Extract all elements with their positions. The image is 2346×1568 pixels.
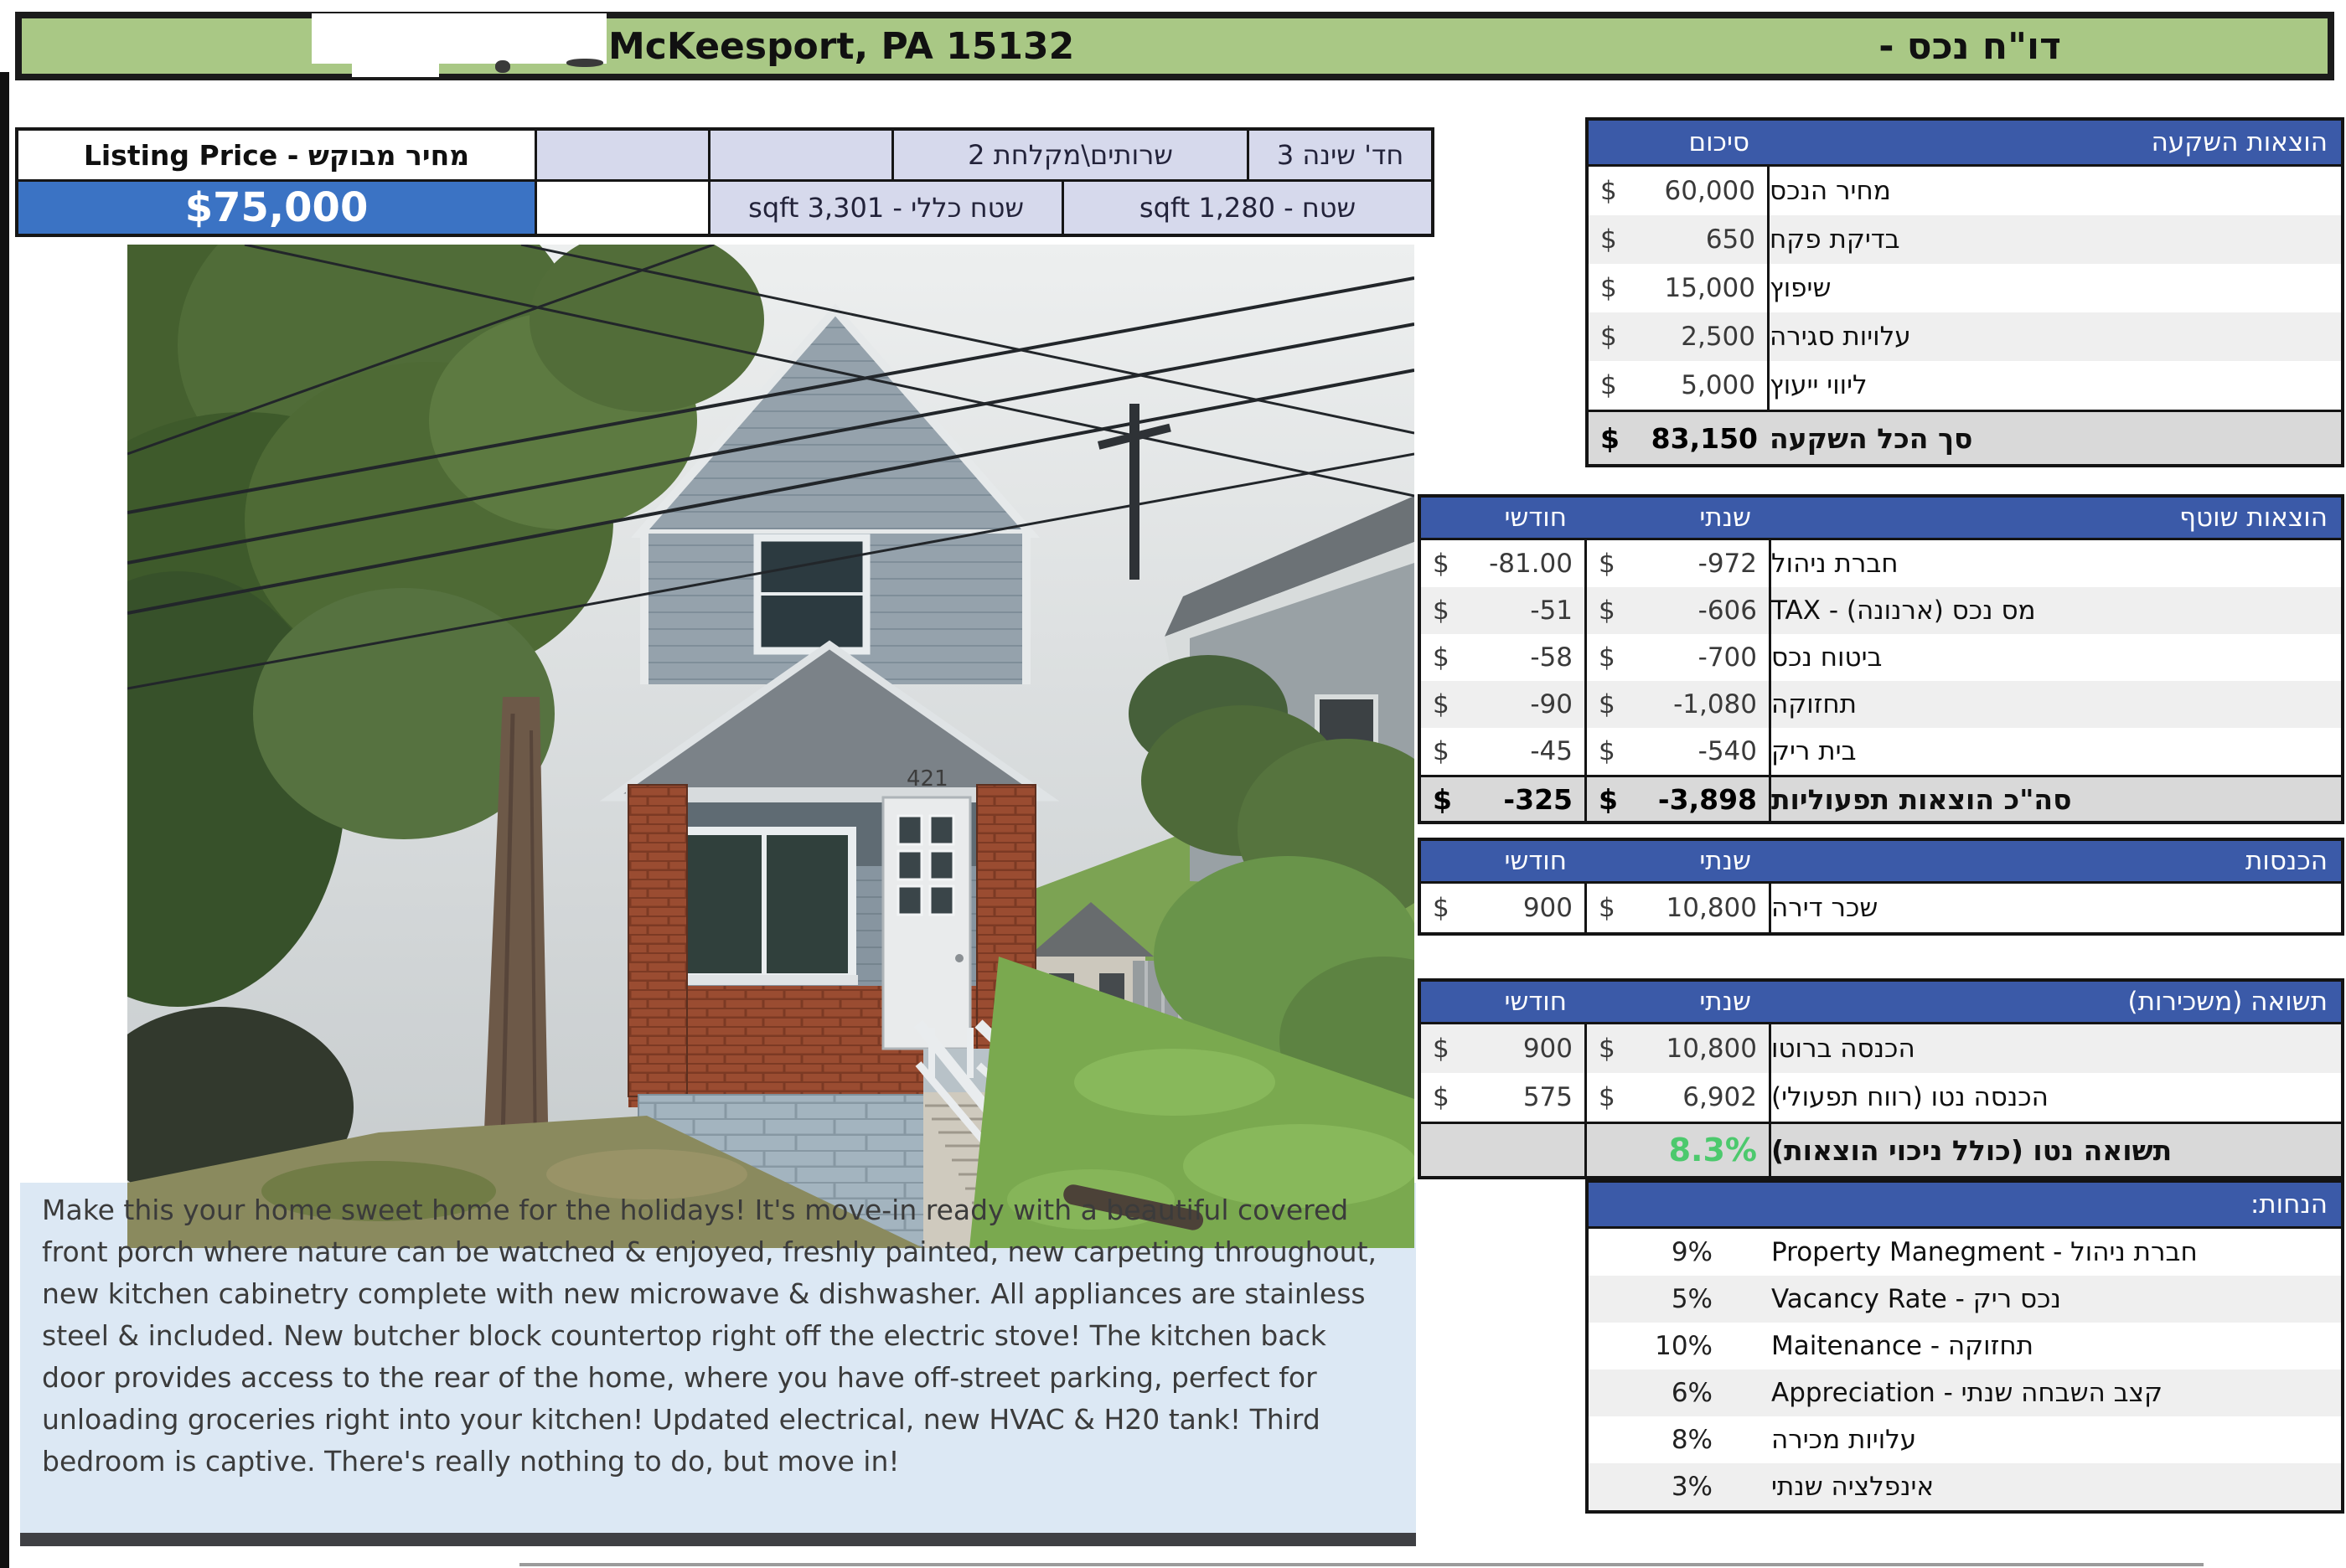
- table-header: [1589, 121, 2341, 167]
- row-label: אינפלציה שנתי: [1771, 1472, 1935, 1502]
- redaction-box: [312, 13, 607, 64]
- currency-symbol: $: [1433, 893, 1449, 923]
- empty-cell: [537, 182, 711, 234]
- monthly-column-header: חודשי: [1504, 846, 1567, 876]
- assumptions-table: [1585, 1179, 2344, 1514]
- row-label: שיפוץ: [1770, 273, 1832, 303]
- table-row: [1421, 1073, 2341, 1122]
- total-value: -3,898: [1657, 782, 1757, 816]
- table-title: הוצאות שוטף: [2179, 503, 2328, 533]
- cell-value: -972: [1697, 549, 1757, 579]
- monthly-column-header: חודשי: [1504, 987, 1567, 1017]
- total-area-cell: שטח כללי - sqft 3,301: [711, 182, 1064, 234]
- page-bottom-rule: [519, 1563, 2204, 1566]
- bedrooms-cell: חד' שינה 3: [1249, 131, 1431, 179]
- table-row: [1421, 728, 2341, 775]
- row-label: הכנסה ברוטו: [1771, 1034, 1915, 1064]
- bathrooms-cell: שרותים\מקלחת 2: [894, 131, 1249, 179]
- cell-value: 650: [1705, 224, 1755, 255]
- row-label: תחזוקה: [1771, 689, 1858, 720]
- currency-symbol: $: [1433, 549, 1449, 579]
- total-label: תשואה נטו (כולל ניכוי הוצאות): [1771, 1133, 2173, 1167]
- table-row: [1421, 884, 2341, 932]
- currency-symbol: $: [1600, 421, 1620, 455]
- property-photo: [127, 245, 1414, 1248]
- row-label: הכנסה נטו (רווח תפעולי): [1771, 1082, 2049, 1112]
- table-row: [1589, 312, 2341, 361]
- empty-cell: [537, 131, 711, 179]
- table-row: [1589, 215, 2341, 264]
- income-table: [1418, 838, 2344, 936]
- row-label: עלויות מכירה: [1771, 1425, 1917, 1455]
- currency-symbol: $: [1599, 1082, 1615, 1112]
- cell-value: 10,800: [1666, 1034, 1757, 1064]
- table-row: [1589, 361, 2341, 410]
- cell-value: -81.00: [1489, 549, 1573, 579]
- assumption-value: 10%: [1655, 1331, 1713, 1361]
- table-header: [1421, 841, 2341, 884]
- total-label: סה"כ הוצאות תפעוליות: [1771, 782, 2072, 816]
- currency-symbol: $: [1599, 782, 1618, 816]
- report-title: דו"ח נכס -: [1878, 24, 2061, 68]
- table-title: תשואה (משכירות): [2127, 987, 2328, 1017]
- table-row: [18, 182, 1431, 234]
- row-label: עלויות סגירה: [1770, 322, 1911, 352]
- rental-yield-table: [1418, 978, 2344, 1179]
- assumption-value: 8%: [1671, 1425, 1713, 1455]
- currency-symbol: $: [1599, 893, 1615, 923]
- table-row: [1589, 1276, 2341, 1323]
- table-total-row: [1589, 410, 2341, 464]
- currency-symbol: $: [1599, 736, 1615, 766]
- cell-value: -45: [1530, 736, 1573, 766]
- currency-symbol: $: [1433, 596, 1449, 626]
- row-label: נכס ריק - Vacancy Rate: [1771, 1284, 2061, 1314]
- table-title: הכנסות: [2245, 846, 2328, 876]
- net-yield-value: 8.3%: [1668, 1132, 1757, 1168]
- currency-symbol: $: [1599, 689, 1615, 720]
- currency-symbol: $: [1599, 1034, 1615, 1064]
- table-row: [1589, 1229, 2341, 1276]
- listing-price-value: $75,000: [18, 182, 537, 234]
- table-total-row: [1421, 1122, 2341, 1176]
- table-row: [1589, 1463, 2341, 1510]
- cell-value: 6,902: [1682, 1082, 1757, 1112]
- currency-symbol: $: [1433, 1034, 1449, 1064]
- cell-value: 60,000: [1664, 176, 1755, 206]
- total-value: -325: [1503, 782, 1573, 816]
- row-label: בית ריק: [1771, 736, 1857, 766]
- table-title: הנחות:: [2250, 1189, 2328, 1220]
- table-total-row: [1421, 775, 2341, 821]
- redacted-text-remnant: [566, 59, 603, 67]
- listing-summary-table: [15, 127, 1434, 237]
- total-label: סך הכל השקעה: [1770, 421, 1973, 455]
- cell-value: -58: [1530, 642, 1573, 673]
- table-title: הוצאות השקעה: [2151, 127, 2328, 157]
- empty-cell: [1421, 1124, 1587, 1176]
- row-label: ביטוח נכס: [1771, 642, 1883, 673]
- cell-value: -606: [1697, 596, 1757, 626]
- currency-symbol: $: [1600, 322, 1617, 352]
- currency-symbol: $: [1599, 549, 1615, 579]
- assumption-value: 9%: [1671, 1237, 1713, 1267]
- table-header: [1421, 498, 2341, 540]
- cell-value: 575: [1522, 1082, 1573, 1112]
- living-area-cell: שטח - sqft 1,280: [1064, 182, 1431, 234]
- assumption-value: 3%: [1671, 1472, 1713, 1502]
- yearly-column-header: שנתי: [1699, 846, 1751, 876]
- table-row: [1421, 634, 2341, 681]
- monthly-column-header: חודשי: [1504, 503, 1567, 533]
- currency-symbol: $: [1433, 736, 1449, 766]
- row-label: בדיקת פקח: [1770, 224, 1900, 255]
- table-header: [1589, 1183, 2341, 1229]
- summary-column-header: סיכום: [1688, 127, 1749, 157]
- table-header: [1421, 982, 2341, 1024]
- currency-symbol: $: [1600, 370, 1617, 400]
- currency-symbol: $: [1433, 1082, 1449, 1112]
- redacted-text-remnant: [495, 60, 510, 73]
- currency-symbol: $: [1600, 176, 1617, 206]
- svg-text:421: 421: [907, 766, 948, 792]
- house-photo-illustration: [127, 245, 1414, 1248]
- table-row: [1421, 681, 2341, 728]
- currency-symbol: $: [1600, 273, 1617, 303]
- row-label: ליווי ייעוץ: [1770, 370, 1868, 400]
- cell-value: -90: [1530, 689, 1573, 720]
- assumption-value: 6%: [1671, 1378, 1713, 1408]
- row-label: חברת ניהול - Property Manegment: [1771, 1237, 2198, 1267]
- cell-value: 900: [1522, 1034, 1573, 1064]
- cell-value: 5,000: [1681, 370, 1755, 400]
- property-address: McKeesport, PA 15132: [608, 24, 1075, 68]
- cell-value: -1,080: [1673, 689, 1757, 720]
- cell-value: 15,000: [1664, 273, 1755, 303]
- currency-symbol: $: [1600, 224, 1617, 255]
- cell-value: 900: [1522, 893, 1573, 923]
- cell-value: -700: [1697, 642, 1757, 673]
- cell-value: 2,500: [1681, 322, 1755, 352]
- listing-price-label: מחיר מבוקש - Listing Price: [18, 131, 537, 179]
- table-row: [1421, 540, 2341, 587]
- empty-cell: [711, 131, 894, 179]
- currency-symbol: $: [1599, 642, 1615, 673]
- table-row: [1589, 264, 2341, 312]
- table-row: [1589, 167, 2341, 215]
- cell-value: -540: [1697, 736, 1757, 766]
- investment-expenses-table: [1585, 117, 2344, 467]
- table-row: [18, 131, 1431, 182]
- ongoing-expenses-table: [1418, 494, 2344, 824]
- cell-value: -51: [1530, 596, 1573, 626]
- listing-description: Make this your home sweet home for the holidays! It's move-in ready with a beautiful covered front porch where nature can be watched & enjoyed, freshly painted, new carpeting throughout, new kitchen cabinetry complete with new microwave & dishwasher. All appliances are stainless steel & included. New butcher block countertop right off the electric stove! The kitchen back door provides access to the rear of the home, where you have off-street parking, perfect for unloading groceries right into your kitchen! Updated electrical, new HVAC & H20 tank! Third bedroom is captive. There's really nothing to do, but move in!: [42, 1194, 1377, 1478]
- currency-symbol: $: [1433, 689, 1449, 720]
- yearly-column-header: שנתי: [1699, 503, 1751, 533]
- total-value: 83,150: [1651, 421, 1758, 455]
- table-row: [1589, 1369, 2341, 1416]
- currency-symbol: $: [1433, 782, 1452, 816]
- row-label: מס נכס (ארנונה) - TAX: [1771, 596, 2036, 626]
- row-label: שכר דירה: [1771, 893, 1878, 923]
- redaction-box-tab: [352, 64, 439, 77]
- currency-symbol: $: [1599, 596, 1615, 626]
- currency-symbol: $: [1433, 642, 1449, 673]
- row-label: מחיר הנכס: [1770, 176, 1891, 206]
- assumption-value: 5%: [1671, 1284, 1713, 1314]
- page-left-border: [0, 72, 9, 1568]
- yearly-column-header: שנתי: [1699, 987, 1751, 1017]
- table-row: [1421, 587, 2341, 634]
- row-label: חברת ניהול: [1771, 549, 1899, 579]
- table-row: [1421, 1024, 2341, 1073]
- row-label: קצב השבחה שנתי - Appreciation: [1771, 1378, 2163, 1408]
- cell-value: 10,800: [1666, 893, 1757, 923]
- table-row: [1589, 1416, 2341, 1463]
- table-row: [1589, 1323, 2341, 1369]
- row-label: תחזוקה - Maitenance: [1771, 1331, 2033, 1361]
